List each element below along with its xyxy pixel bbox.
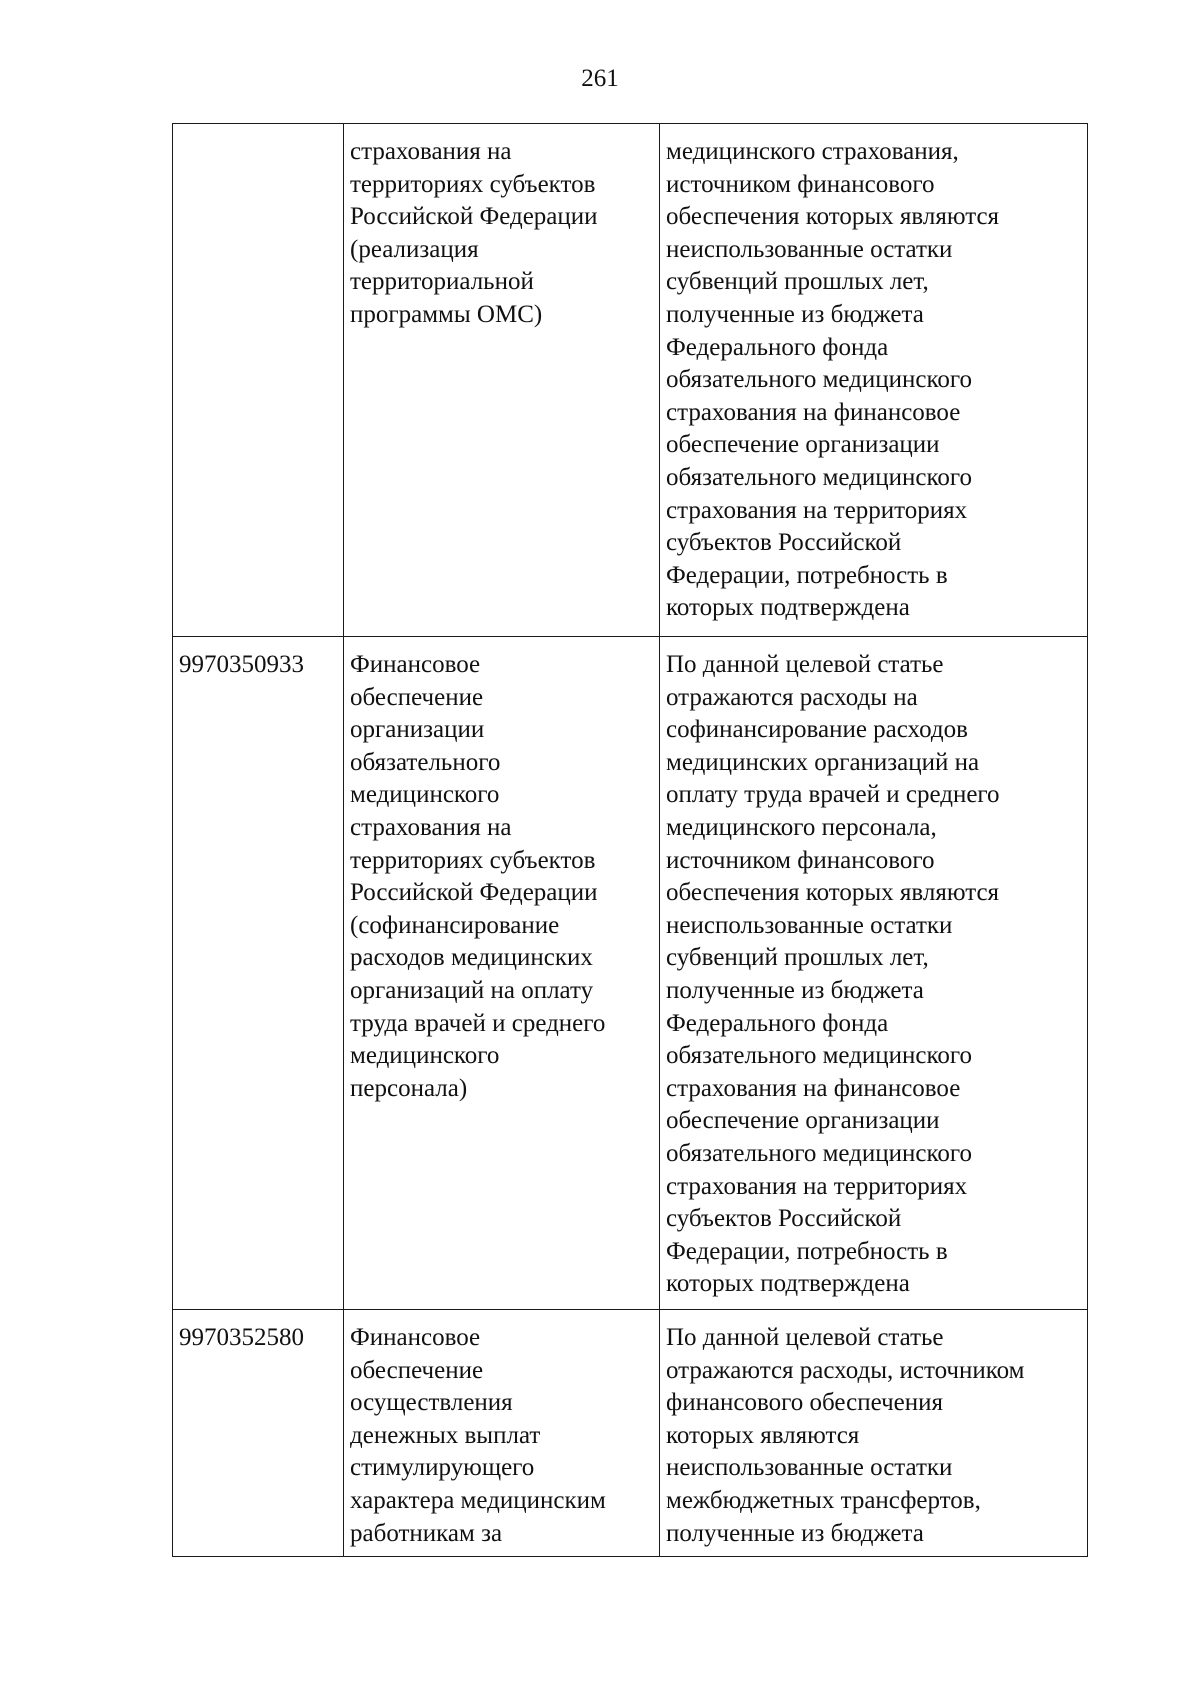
row-name-cell [344,124,660,637]
text-line: обеспечения которых являются [666,879,1000,907]
text-line: обязательного медицинского [666,463,973,491]
text-line: (софинансирование [350,911,560,939]
text-line: медицинского персонала, [666,813,937,841]
table-row [173,1310,1088,1557]
text-line: Федерального фонда [666,333,889,361]
text-line: медицинского страхования, [666,138,959,165]
text-line: оплату труда врачей и среднего [666,781,1000,809]
text-line: страхования на [350,138,512,165]
text-line: осуществления [350,1389,513,1417]
text-line: медицинского [350,1042,500,1070]
text-line: обеспечение [350,1356,484,1384]
text-line: которых подтверждена [666,594,910,622]
row-name-cell [344,637,660,1310]
text-line: обязательного медицинского [666,1042,973,1070]
text-line: неиспользованные остатки [666,235,953,263]
text-line: денежных выплат [350,1421,541,1449]
text-line: труда врачей и среднего [350,1009,606,1037]
text-line: источником финансового [666,846,935,874]
text-line: субъектов Российской [666,529,902,557]
text-line: (реализация [350,235,479,263]
text-line: обязательного [350,748,501,776]
text-line: страхования на [350,813,512,841]
text-line: программы ОМС) [350,300,543,328]
text-line: медицинского [350,781,500,809]
text-line: Федерального фонда [666,1009,889,1037]
text-line: обязательного медицинского [666,1139,973,1167]
text-line: отражаются расходы, источником [666,1356,1025,1384]
text-line: По данной целевой статье [666,651,944,678]
row-description-cell [660,124,1088,637]
row-name-cell [344,1310,660,1557]
text-line: Российской Федерации [350,203,598,231]
row-code-cell: 9970350933 [173,637,344,1310]
text-line: субвенций прошлых лет, [666,944,929,972]
table-row [173,124,1088,637]
text-line: финансового обеспечения [666,1389,944,1417]
row-code-cell: 9970352580 [173,1310,344,1557]
text-line: страхования на финансовое [666,1074,961,1102]
row-code-cell [173,124,344,637]
text-line: организаций на оплату [350,976,594,1004]
text-line: источником финансового [666,170,935,198]
text-line: субвенций прошлых лет, [666,268,929,296]
text-line: межбюджетных трансфертов, [666,1486,981,1514]
text-line: расходов медицинских [350,944,593,972]
text-line: Финансовое [350,651,481,678]
text-line: обеспечения которых являются [666,203,1000,231]
text-line: обязательного медицинского [666,366,973,394]
text-line: которых подтверждена [666,1270,910,1298]
text-line: Российской Федерации [350,879,598,907]
text-line: По данной целевой статье [666,1324,944,1351]
text-line: Федерации, потребность в [666,561,948,589]
text-line: страхования на территориях [666,496,968,524]
text-line: работникам за [350,1519,503,1547]
text-line: территориальной [350,268,534,296]
text-line: софинансирование расходов [666,716,968,744]
text-line: стимулирующего [350,1454,535,1482]
page-number: 261 [581,65,619,92]
text-line: территориях субъектов [350,170,596,198]
text-line: полученные из бюджета [666,1519,924,1547]
text-line: обеспечение [350,683,484,711]
row-description-cell [660,1310,1088,1557]
text-line: Федерации, потребность в [666,1237,948,1265]
table-row [173,637,1088,1310]
text-line: обеспечение организации [666,1107,940,1135]
text-line: страхования на территориях [666,1172,968,1200]
text-line: страхования на финансовое [666,398,961,426]
text-line: персонала) [350,1074,468,1102]
text-line: организации [350,716,485,744]
text-line: обеспечение организации [666,431,940,459]
text-line: полученные из бюджета [666,300,924,328]
row-description-cell [660,637,1088,1310]
text-line: которых являются [666,1421,860,1449]
text-line: территориях субъектов [350,846,596,874]
budget-classification-table [172,123,1088,1557]
text-line: медицинских организаций на [666,748,980,776]
text-line: характера медицинским [350,1486,606,1514]
text-line: неиспользованные остатки [666,911,953,939]
text-line: полученные из бюджета [666,976,924,1004]
text-line: неиспользованные остатки [666,1454,953,1482]
text-line: субъектов Российской [666,1205,902,1233]
text-line: отражаются расходы на [666,683,918,711]
text-line: Финансовое [350,1324,481,1351]
